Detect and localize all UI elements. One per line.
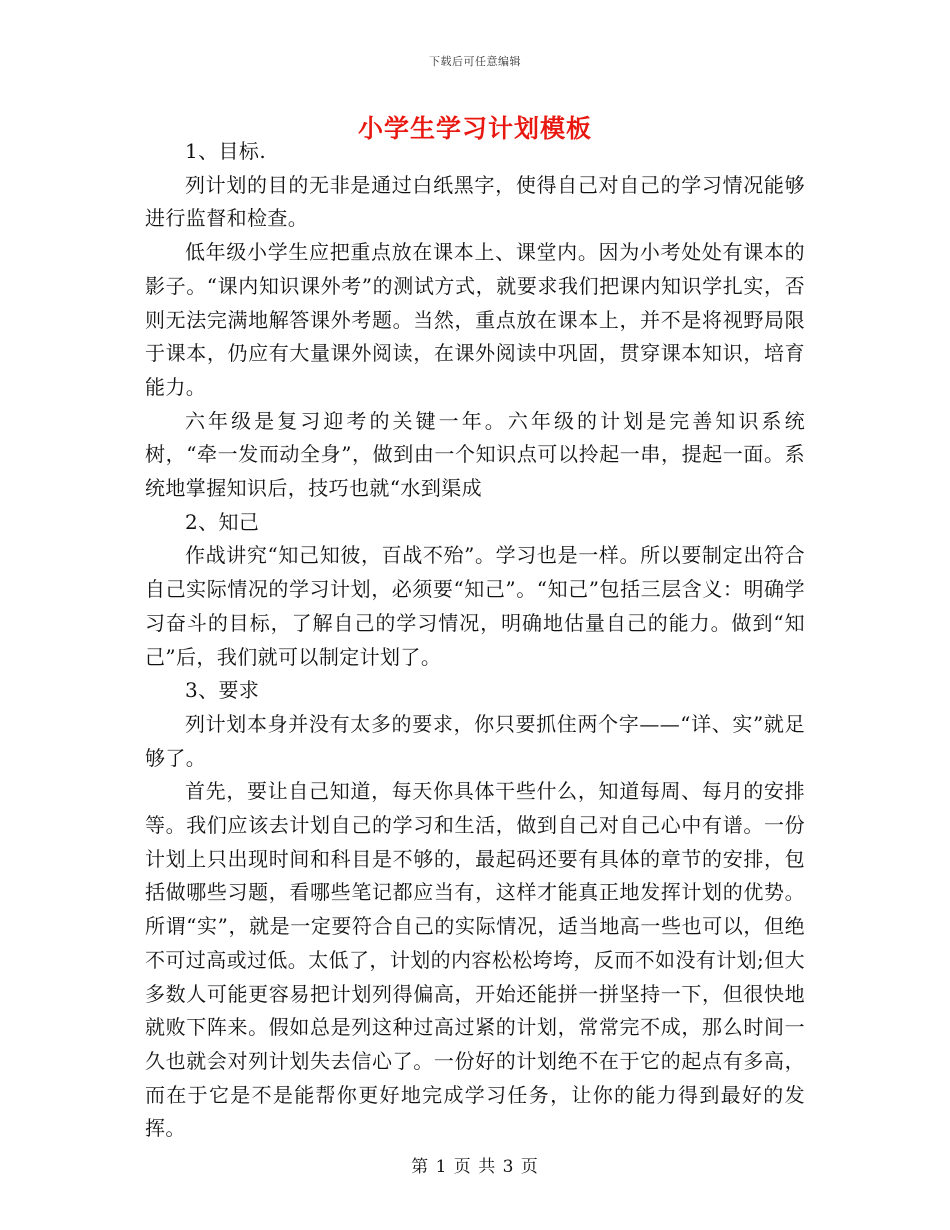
document-body <box>145 135 805 1146</box>
paragraph: 首先，要让自己知道，每天你具体干些什么，知道每周、每月的安排等。我们应该去计划自己的学习和生活，做到自己对自己心中有谱。一份计划上只出现时间和科目是不够的，最起码还要有具体的章节的安排，包括做哪些习题，看哪些笔记都应当有，这样才能真正地发挥计划的优势。所谓“实”，就是一定要符合自己的实际情况，适当地高一些也可以，但绝不可过高或过低。太低了，计划的内容松松垮垮，反而不如没有计划;但大多数人可能更容易把计划列得偏高，开始还能拼一拼坚持一下，但很快地就败下阵来。假如总是列这种过高过紧的计划，常常完不成，那么时间一久也就会对列计划失去信心了。一份好的计划绝不在于它的起点有多高，而在于它是不是能帮你更好地完成学习任务，让你的能力得到最好的发挥。 <box>145 779 805 1141</box>
header-note: 下载后可任意编辑 <box>429 55 521 68</box>
paragraph: 列计划的目的无非是通过白纸黑字，使得自己对自己的学习情况能够进行监督和检查。 <box>145 172 805 231</box>
paragraph: 列计划本身并没有太多的要求，你只要抓住两个字——“详、实”就足够了。 <box>145 711 805 770</box>
paragraph: 作战讲究“知己知彼，百战不殆”。学习也是一样。所以要制定出符合自己实际情况的学习计划，必须要“知己”。“知己”包括三层含义：明确学习奋斗的目标，了解自己的学习情况，明确地估量自己的能力。做到“知己”后，我们就可以制定计划了。 <box>145 543 805 669</box>
section-heading-goal: 1、目标. <box>185 139 267 163</box>
section-heading-requirements: 3、要求 <box>185 678 260 703</box>
paragraph: 六年级是复习迎考的关键一年。六年级的计划是完善知识系统树，“牵一发而动全身”，做到由一个知识点可以拎起一串，提起一面。系统地掌握知识后，技巧也就“水到渠成 <box>145 408 805 501</box>
document-title: 小学生学习计划模板 <box>357 114 592 143</box>
page-number: 第 1 页 共 3 页 <box>411 1157 539 1177</box>
section-heading-know-yourself: 2、知己 <box>185 509 260 534</box>
paragraph: 低年级小学生应把重点放在课本上、课堂内。因为小考处处有课本的影子。“课内知识课外考”的测试方式，就要求我们把课内知识学扎实，否则无法完满地解答课外考题。当然，重点放在课本上，并不是将视野局限于课本，仍应有大量课外阅读，在课外阅读中巩固，贯穿课本知识，培育能力。 <box>145 240 805 399</box>
